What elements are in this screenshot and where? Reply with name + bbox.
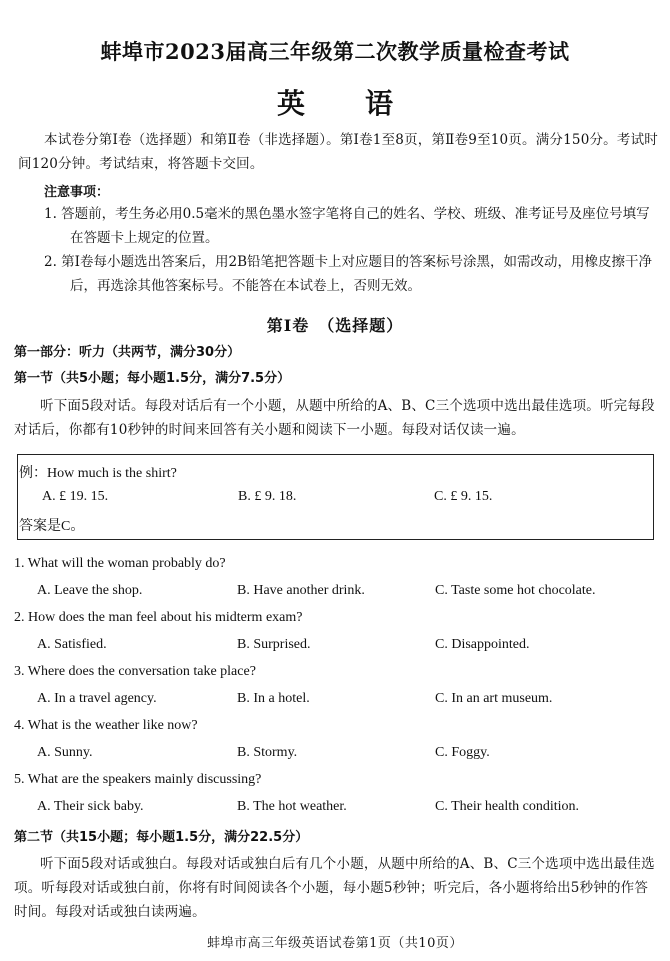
section2-heading: 第二节（共15小题；每小题1.5分，满分22.5分） [14,830,309,845]
question-3: 3. Where does the conversation take place? [14,664,256,679]
intro-text: 本试卷分第Ⅰ卷（选择题）和第Ⅱ卷（非选择题）。第Ⅰ卷1至8页，第Ⅱ卷9至10页。满分150分。考试时间120分钟。考试结束，将答题卡交回。 [18,132,658,172]
question-2-option-b: B. Surprised. [237,637,311,652]
question-1-option-b: B. Have another drink. [237,583,365,598]
section1-heading: 第一节（共5小题；每小题1.5分，满分7.5分） [14,371,291,386]
notice-heading: 注意事项： [44,185,110,200]
question-5-option-b: B. The hot weather. [237,799,347,814]
question-2-option-c: C. Disappointed. [435,637,530,652]
volume-title: 第Ⅰ卷 （选择题） [266,316,404,335]
exam-title: 蚌埠市2023届高三年级第二次教学质量检查考试 [100,39,570,64]
example-answer: 答案是C。 [19,519,85,534]
question-1-option-a: A. Leave the shop. [37,583,143,598]
question-2-option-a: A. Satisfied. [37,637,107,652]
question-3-option-c: C. In an art museum. [435,691,553,706]
question-1-option-c: C. Taste some hot chocolate. [435,583,596,598]
question-5: 5. What are the speakers mainly discussing? [14,772,262,787]
example-option-a: A. £ 19. 15. [42,489,109,504]
section1-instructions: 听下面5段对话。每段对话后有一个小题，从题中所给的A、B、C三个选项中选出最佳选项。听完每段对话后，你都有10秒钟的时间来回答有关小题和阅读下一小题。每段对话仅读一遍。 [14,398,655,438]
notice-item-1: 1. 答题前，考生务必用0.5毫米的黑色墨水签字笔将自己的姓名、学校、班级、准考证号及座位号填写在答题卡上规定的位置。 [44,206,650,246]
question-5-option-a: A. Their sick baby. [37,799,144,814]
part1-heading: 第一部分：听力（共两节，满分30分） [14,345,241,360]
notice-item-2: 2. 第Ⅰ卷每小题选出答案后，用2B铅笔把答题卡上对应题目的答案标号涂黑，如需改动，用橡皮擦干净后，再选涂其他答案标号。不能答在本试卷上，否则无效。 [44,254,653,294]
question-3-option-a: A. In a travel agency. [37,691,157,706]
question-4-option-c: C. Foggy. [435,745,490,760]
page-footer: 蚌埠市高三年级英语试卷第1页（共10页） [207,936,463,951]
question-2: 2. How does the man feel about his midterm exam? [14,610,303,625]
question-1: 1. What will the woman probably do? [14,556,226,571]
example-option-c: C. £ 9. 15. [434,489,493,504]
question-4-option-b: B. Stormy. [237,745,298,760]
example-question: 例：How much is the shirt? [19,466,177,481]
subject-title: 英语 [276,87,453,120]
question-4-option-a: A. Sunny. [37,745,93,760]
section2-instructions: 听下面5段对话或独白。每段对话或独白后有几个小题，从题中所给的A、B、C三个选项中选出最佳选项。听每段对话或独白前，你将有时间阅读各个小题，每小题5秒钟；听完后，各小题将给出5秒钟的作答时间。每段对话或独白读两遍。 [14,856,655,920]
example-option-b: B. £ 9. 18. [238,489,297,504]
question-5-option-c: C. Their health condition. [435,799,579,814]
question-4: 4. What is the weather like now? [14,718,198,733]
question-3-option-b: B. In a hotel. [237,691,310,706]
